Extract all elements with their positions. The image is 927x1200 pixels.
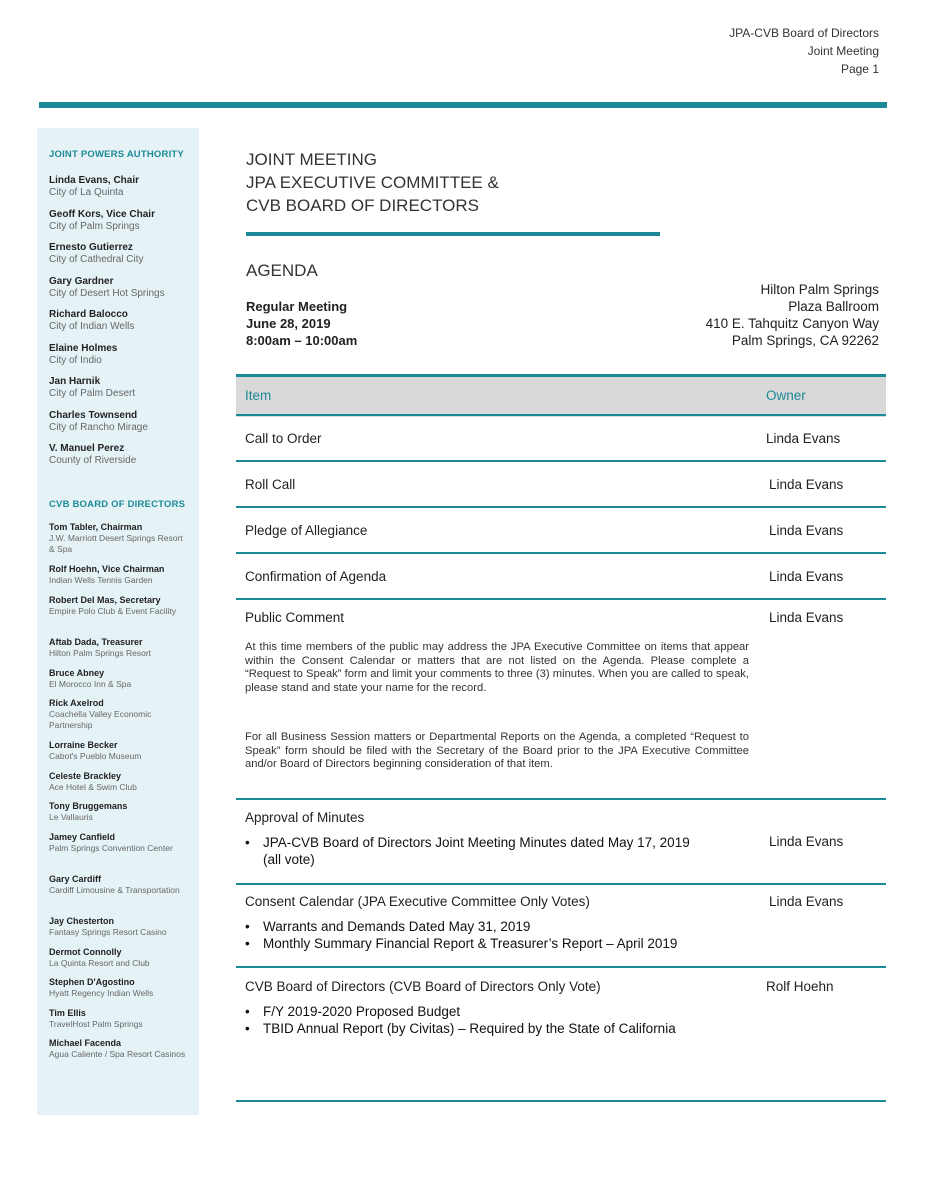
member-name: Gary Gardner <box>49 276 114 287</box>
member-org: Ace Hotel & Swim Club <box>49 782 137 792</box>
member-name: Bruce Abney <box>49 668 105 678</box>
member-name: Linda Evans, Chair <box>49 175 140 186</box>
member-org: City of Cathedral City <box>49 254 144 265</box>
cvb-member <box>49 977 189 999</box>
member-name: Stephen D'Agostino <box>49 977 135 987</box>
header-board-name: JPA-CVB Board of Directors <box>729 26 879 40</box>
agenda-heading: AGENDA <box>246 261 318 280</box>
member-name: Richard Balocco <box>49 309 128 320</box>
member-org: City of Indian Wells <box>49 321 135 332</box>
jpa-member <box>49 276 197 300</box>
member-org: City of Rancho Mirage <box>49 422 148 433</box>
public-comment-text: For all Business Session matters or Departmental Reports on the Agenda, a completed “Request to Speak” form should be filed with the Secretary of the Board prior to the JPA Executive Committee and/or Board of Directors beginning consideration of that item. <box>245 731 749 770</box>
member-name: Tony Bruggemans <box>49 801 128 811</box>
member-name: Tom Tabler, Chairman <box>49 522 143 532</box>
member-name: V. Manuel Perez <box>49 443 125 454</box>
jpa-member <box>49 343 197 367</box>
agenda-item: Pledge of Allegiance <box>245 523 368 538</box>
bullet-icon: • <box>245 1021 250 1036</box>
cvb-member <box>49 668 189 690</box>
jpa-member <box>49 175 197 199</box>
cvb-member <box>49 832 189 854</box>
agenda-owner: Rolf Hoehn <box>766 979 834 994</box>
member-name: Tim Ellis <box>49 1008 86 1018</box>
member-org: Coachella Valley Economic Partnership <box>49 709 152 730</box>
title-rule <box>246 232 660 236</box>
meeting-details <box>246 298 357 349</box>
cvb-member <box>49 916 189 938</box>
column-header-item: Item <box>245 388 272 403</box>
member-org: Cardiff Limousine & Transportation <box>49 885 180 895</box>
member-org: Indian Wells Tennis Garden <box>49 575 153 585</box>
agenda-owner: Linda Evans <box>769 477 844 492</box>
member-name: Michael Facenda <box>49 1038 122 1048</box>
agenda-item: Roll Call <box>245 477 296 492</box>
header-rule <box>39 102 887 108</box>
agenda-item: Approval of Minutes <box>245 810 365 825</box>
bullet-text: JPA-CVB Board of Directors Joint Meeting Minutes dated May 17, 2019 <box>263 835 690 850</box>
table-bottom-rule <box>236 1100 886 1102</box>
title-line: JOINT MEETING <box>246 150 377 169</box>
jpa-member <box>49 309 197 333</box>
cvb-member <box>49 874 189 896</box>
member-name: Rick Axelrod <box>49 698 104 708</box>
meeting-time: 8:00am – 10:00am <box>246 333 358 348</box>
member-org: Cabot's Pueblo Museum <box>49 751 142 761</box>
member-name: Gary Cardiff <box>49 874 102 884</box>
member-org: Fantasy Springs Resort Casino <box>49 927 167 937</box>
cvb-member <box>49 564 189 586</box>
public-comment-text: At this time members of the public may address the JPA Executive Committee on items that appear within the Consent Calendar or matters that are not listed on the Agenda. Please complete a “Request to Speak” form and limit your comments to three (3) minutes. When you are called to speak, please stand and state your name for the record. <box>245 641 749 694</box>
document-title <box>246 148 499 217</box>
member-org: Le Vallauris <box>49 812 93 822</box>
venue-city: Palm Springs, CA 92262 <box>731 333 879 348</box>
row-divider <box>236 598 886 600</box>
member-org: City of Desert Hot Springs <box>49 288 165 299</box>
page-header <box>729 24 879 78</box>
cvb-member <box>49 637 189 659</box>
member-org: Palm Springs Convention Center <box>49 843 173 853</box>
agenda-owner: Linda Evans <box>769 610 844 625</box>
venue-name: Hilton Palm Springs <box>760 282 879 297</box>
member-org: City of Palm Desert <box>49 388 136 399</box>
agenda-item: Public Comment <box>245 610 345 625</box>
jpa-member <box>49 242 197 266</box>
member-org: J.W. Marriott Desert Springs Resort & Spa <box>49 533 183 554</box>
bullet-icon: • <box>245 835 250 850</box>
title-line: JPA EXECUTIVE COMMITTEE & <box>246 173 499 192</box>
jpa-member <box>49 209 197 233</box>
bullet-text: (all vote) <box>263 852 315 867</box>
member-name: Geoff Kors, Vice Chair <box>49 209 155 220</box>
venue-address <box>706 281 879 349</box>
member-org: La Quinta Resort and Club <box>49 958 150 968</box>
bullet-icon: • <box>245 919 250 934</box>
member-org: Empire Polo Club & Event Facility <box>49 606 177 616</box>
member-name: Jan Harnik <box>49 376 101 387</box>
agenda-table-header <box>236 374 886 417</box>
agenda-owner: Linda Evans <box>769 894 844 909</box>
member-org: El Morocco Inn & Spa <box>49 679 132 689</box>
bullet-text: Warrants and Demands Dated May 31, 2019 <box>263 919 531 934</box>
row-divider <box>236 460 886 462</box>
member-name: Jamey Canfield <box>49 832 116 842</box>
member-name: Charles Townsend <box>49 410 138 421</box>
member-name: Celeste Brackley <box>49 771 122 781</box>
agenda-item: Consent Calendar (JPA Executive Committee Only Votes) <box>245 894 590 909</box>
member-name: Jay Chesterton <box>49 916 115 926</box>
cvb-member <box>49 801 189 823</box>
agenda-item: CVB Board of Directors (CVB Board of Directors Only Vote) <box>245 979 601 994</box>
cvb-member <box>49 698 189 730</box>
row-divider <box>236 966 886 968</box>
member-name: Lorraine Becker <box>49 740 118 750</box>
header-meeting-type: Joint Meeting <box>807 44 879 58</box>
bullet-text: TBID Annual Report (by Civitas) – Required by the State of California <box>263 1021 676 1036</box>
meeting-type: Regular Meeting <box>246 299 348 314</box>
agenda-owner: Linda Evans <box>769 569 844 584</box>
row-divider <box>236 414 886 416</box>
member-org: TravelHost Palm Springs <box>49 1019 143 1029</box>
agenda-item: Call to Order <box>245 431 322 446</box>
row-divider <box>236 883 886 885</box>
agenda-owner: Linda Evans <box>769 834 844 849</box>
bullet-icon: • <box>245 936 250 951</box>
member-name: Aftab Dada, Treasurer <box>49 637 143 647</box>
member-org: Hilton Palm Springs Resort <box>49 648 152 658</box>
jpa-member <box>49 376 197 400</box>
venue-room: Plaza Ballroom <box>788 299 879 314</box>
jpa-heading: JOINT POWERS AUTHORITY <box>49 149 184 160</box>
bullet-text: F/Y 2019-2020 Proposed Budget <box>263 1004 461 1019</box>
member-org: City of Indio <box>49 355 102 366</box>
member-name: Rolf Hoehn, Vice Chairman <box>49 564 165 574</box>
cvb-member <box>49 1008 189 1030</box>
meeting-date: June 28, 2019 <box>246 316 331 331</box>
cvb-member <box>49 740 189 762</box>
row-divider <box>236 798 886 800</box>
cvb-heading: CVB BOARD OF DIRECTORS <box>49 499 186 510</box>
member-org: City of Palm Springs <box>49 221 140 232</box>
bullet-icon: • <box>245 1004 250 1019</box>
row-divider <box>236 506 886 508</box>
member-name: Robert Del Mas, Secretary <box>49 595 161 605</box>
agenda-item: Confirmation of Agenda <box>245 569 387 584</box>
member-name: Dermot Connolly <box>49 947 122 957</box>
header-page-number: Page 1 <box>840 62 879 76</box>
jpa-member <box>49 410 197 434</box>
cvb-member <box>49 522 189 554</box>
member-org: Agua Caliente / Spa Resort Casinos <box>49 1049 186 1059</box>
sidebar <box>37 128 199 1115</box>
venue-street: 410 E. Tahquitz Canyon Way <box>705 316 879 331</box>
cvb-member <box>49 595 189 617</box>
agenda-owner: Linda Evans <box>769 523 844 538</box>
cvb-member <box>49 771 189 793</box>
member-name: Elaine Holmes <box>49 343 118 354</box>
member-org: City of La Quinta <box>49 187 124 198</box>
member-name: Ernesto Gutierrez <box>49 242 133 253</box>
bullet-text: Monthly Summary Financial Report & Treasurer’s Report – April 2019 <box>263 936 678 951</box>
cvb-member <box>49 1038 189 1060</box>
agenda-owner: Linda Evans <box>766 431 841 446</box>
jpa-member <box>49 443 197 467</box>
row-divider <box>236 552 886 554</box>
member-org: County of Riverside <box>49 455 137 466</box>
column-header-owner: Owner <box>766 388 806 403</box>
cvb-member <box>49 947 189 969</box>
title-line: CVB BOARD OF DIRECTORS <box>246 196 479 215</box>
member-org: Hyatt Regency Indian Wells <box>49 988 154 998</box>
